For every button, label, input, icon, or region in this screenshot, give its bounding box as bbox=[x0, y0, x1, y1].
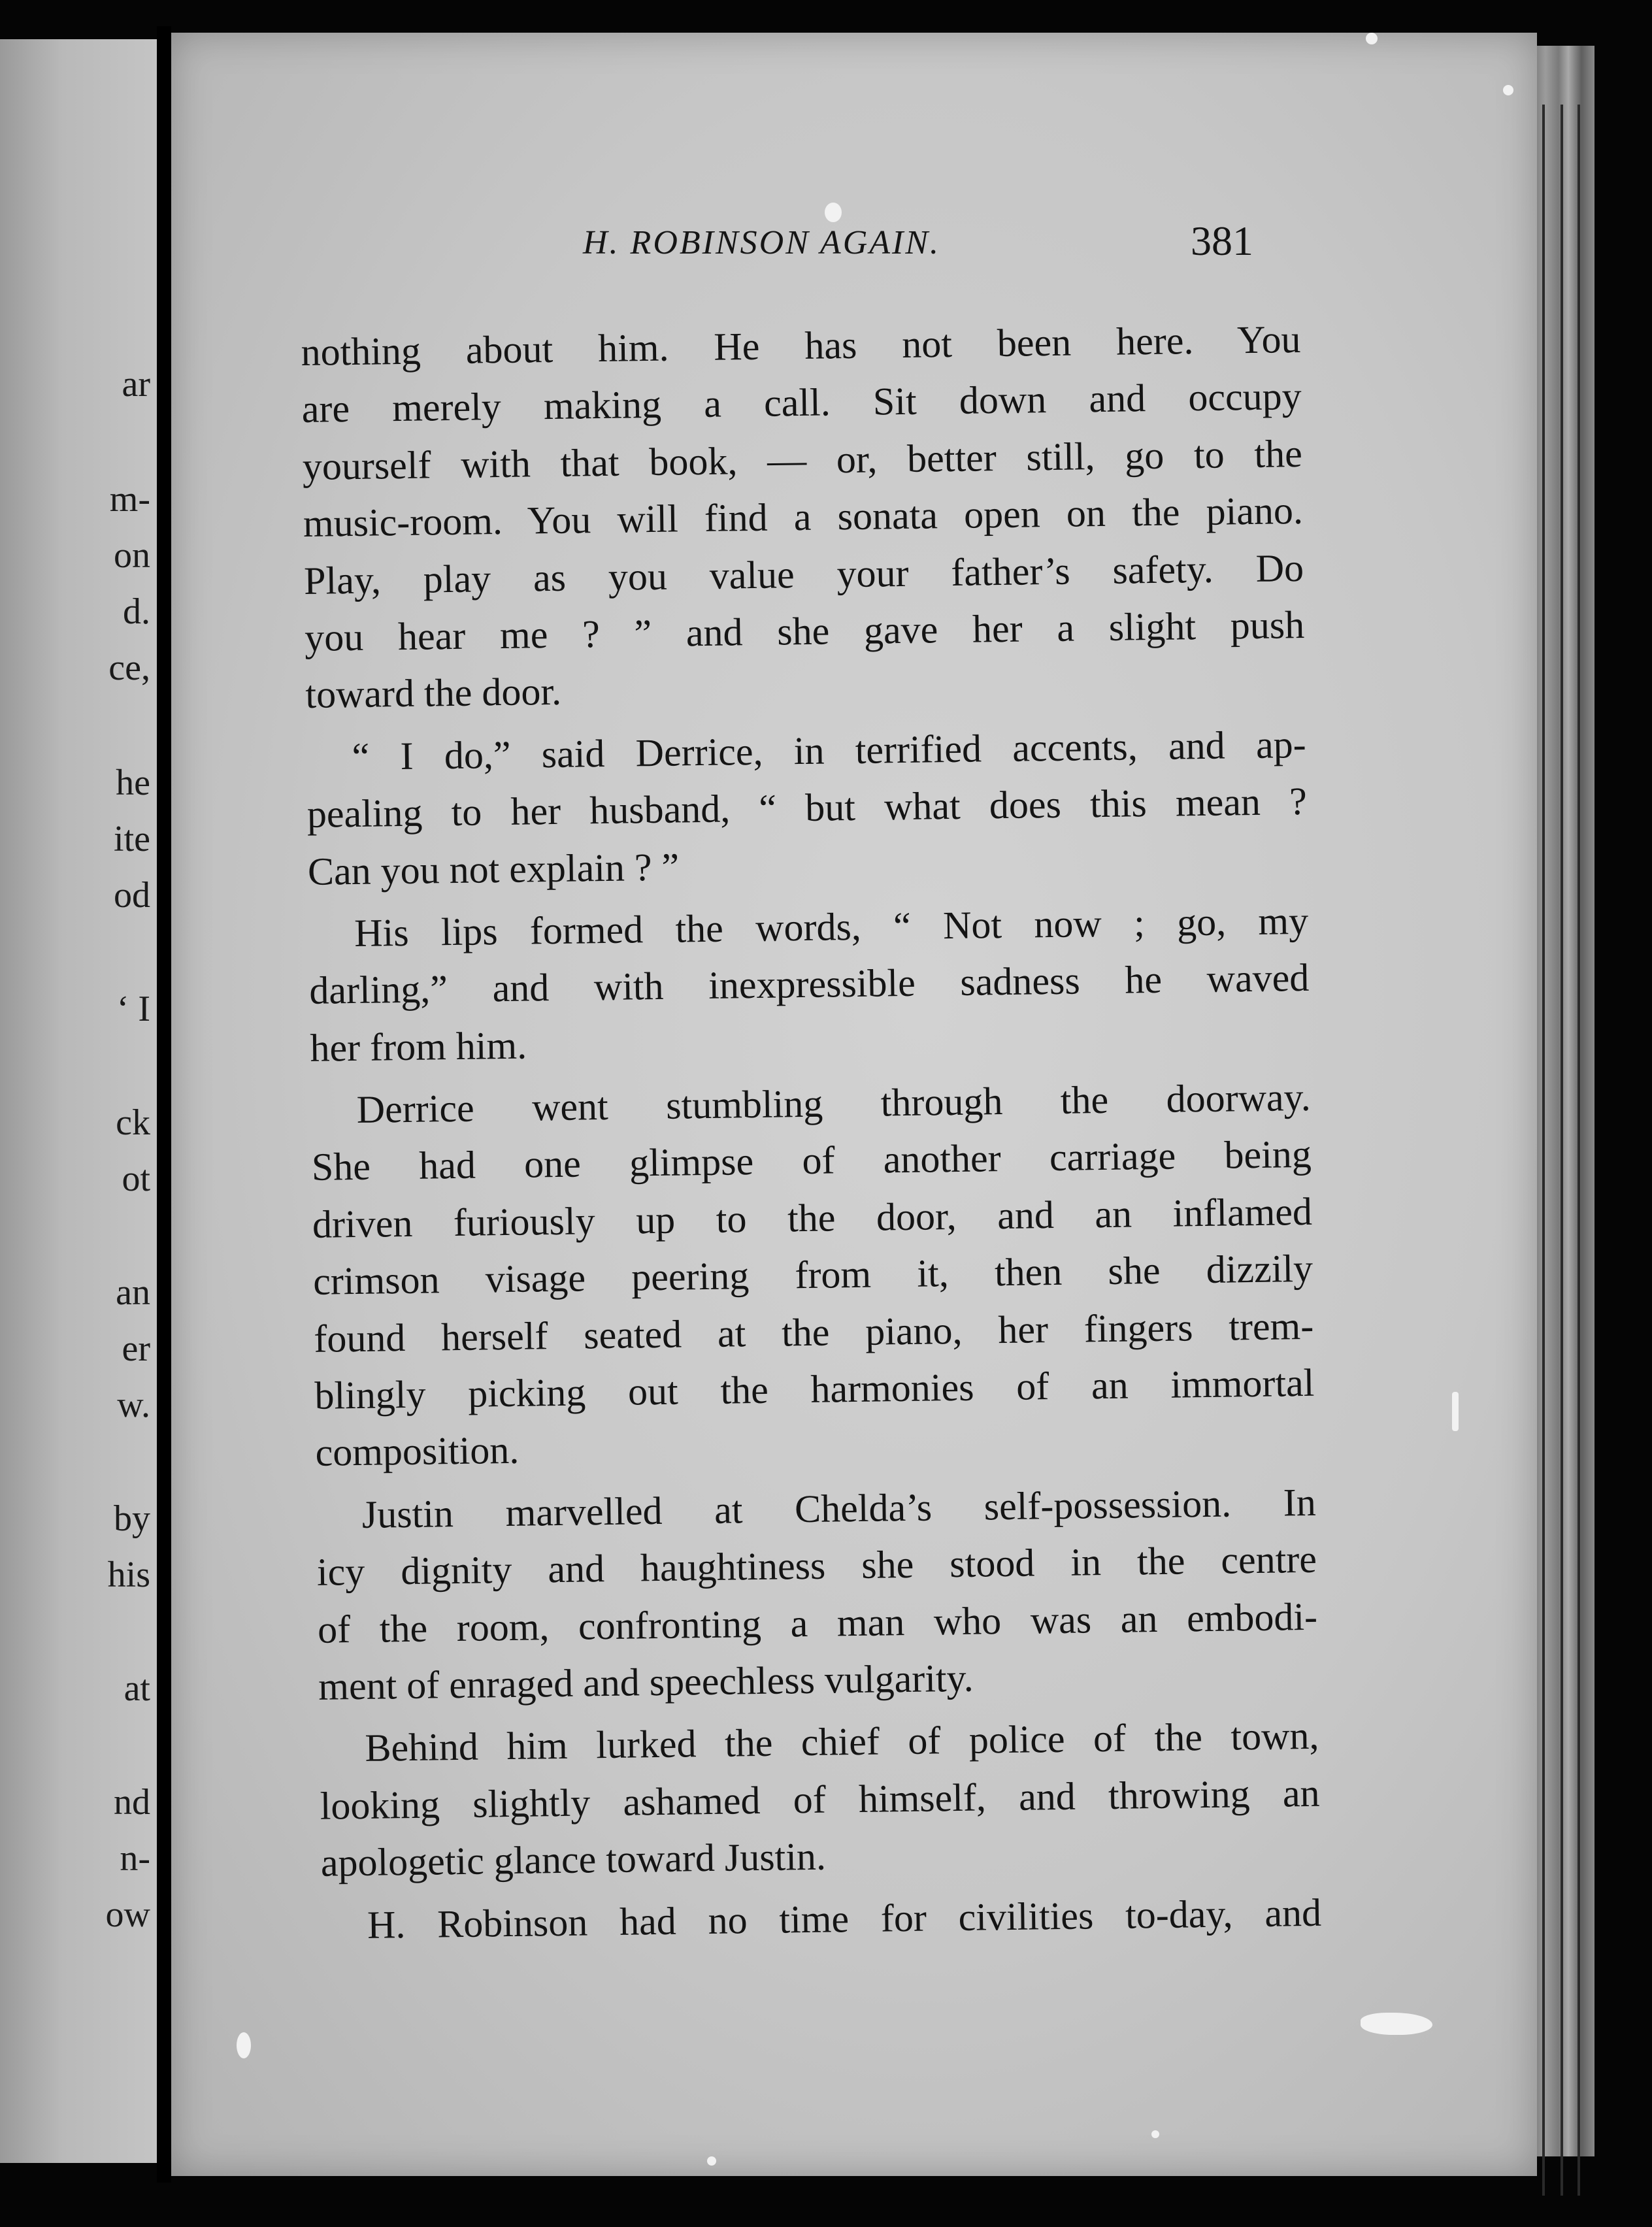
left-facing-page bbox=[0, 39, 157, 2163]
left-page-fragment: ck bbox=[116, 1102, 150, 1143]
text-line: She had one glimpse of another carriage being bbox=[311, 1132, 1312, 1189]
left-page-fragment: d. bbox=[123, 591, 150, 632]
text-line: driven furiously up to the door, and an inflamed bbox=[312, 1189, 1313, 1246]
page-number: 381 bbox=[1191, 218, 1253, 264]
left-page-fragment: ‘ I bbox=[116, 989, 150, 1029]
text-line: Behind him lurked the chief of police of the town, bbox=[365, 1714, 1319, 1770]
text-line: blingly picking out the harmonies of an immortal bbox=[314, 1361, 1315, 1417]
scan-speck bbox=[825, 203, 842, 222]
left-page-fragment: on bbox=[114, 535, 150, 576]
left-page-fragment: m- bbox=[109, 479, 150, 520]
left-page-fragment: er bbox=[122, 1328, 150, 1369]
text-line: Derrice went stumbling through the doorway. bbox=[356, 1075, 1312, 1132]
text-line: composition. bbox=[315, 1428, 520, 1475]
scan-speck bbox=[1503, 85, 1513, 95]
text-line: pealing to her husband, “ but what does this mean ? bbox=[306, 780, 1308, 836]
scan-speck bbox=[237, 2032, 251, 2058]
text-line: yourself with that book, — or, better still, go to the bbox=[302, 431, 1303, 488]
text-line: “ I do,” said Derrice, in terrified accents, and ap- bbox=[352, 722, 1306, 778]
scan-speck bbox=[1361, 2013, 1432, 2035]
page-body bbox=[301, 311, 1322, 1955]
scan-speck bbox=[707, 2156, 716, 2166]
left-page-fragment: n- bbox=[120, 1838, 150, 1879]
page-edge-stack bbox=[1529, 46, 1594, 2156]
text-line: icy dignity and haughtiness she stood in the centre bbox=[316, 1538, 1317, 1594]
text-line: Can you not explain ? ” bbox=[307, 845, 680, 893]
page-edge-line bbox=[1578, 105, 1580, 2196]
scan-speck bbox=[1366, 33, 1378, 44]
text-line: Justin marvelled at Chelda’s self-possession. In bbox=[361, 1480, 1317, 1536]
text-line: nothing about him. He has not been here. You bbox=[301, 317, 1301, 374]
left-page-fragment: ce, bbox=[108, 648, 150, 688]
page-edge-line bbox=[1542, 105, 1545, 2196]
left-page-fragment: at bbox=[124, 1668, 150, 1709]
left-page-fragment: nd bbox=[114, 1782, 150, 1823]
running-title: H. ROBINSON AGAIN. bbox=[583, 224, 941, 261]
left-page-fragment: ow bbox=[105, 1894, 150, 1935]
text-line: His lips formed the words, “ Not now ; go, my bbox=[354, 899, 1309, 955]
text-line: crimson visage peering from it, then she dizzily bbox=[312, 1247, 1313, 1304]
text-line: music-room. You will find a sonata open on the piano. bbox=[303, 489, 1304, 546]
text-line: H. Robinson had no time for civilities to-day, and bbox=[367, 1890, 1322, 1947]
text-line: her from him. bbox=[310, 1023, 527, 1070]
left-page-fragment: he bbox=[116, 763, 150, 803]
book-page bbox=[171, 33, 1537, 2176]
scan-speck bbox=[1452, 1392, 1459, 1431]
scan-speck bbox=[1151, 2130, 1159, 2138]
left-page-fragment: his bbox=[107, 1555, 150, 1595]
text-line: Play, play as you value your father’s safety. Do bbox=[303, 546, 1304, 602]
text-line: looking slightly ashamed of himself, and throwing an bbox=[320, 1771, 1320, 1828]
left-page-fragment: by bbox=[114, 1498, 150, 1539]
left-page-fragment: ite bbox=[114, 819, 150, 859]
left-page-fragment: w. bbox=[117, 1385, 150, 1425]
page-edge-line bbox=[1561, 105, 1563, 2196]
left-page-fragment: ar bbox=[122, 364, 150, 404]
text-line: are merely making a call. Sit down and occupy bbox=[301, 374, 1302, 431]
left-page-fragment: od bbox=[114, 875, 150, 916]
text-line: toward the door. bbox=[305, 670, 562, 717]
book-gutter bbox=[157, 26, 171, 2183]
text-line: you hear me ? ” and she gave her a slight push bbox=[304, 602, 1305, 659]
left-page-fragment: an bbox=[116, 1272, 150, 1313]
text-line: darling,” and with inexpressible sadness he waved bbox=[308, 956, 1310, 1013]
text-line: found herself seated at the piano, her fingers trem- bbox=[313, 1304, 1314, 1361]
left-page-fragment: ot bbox=[122, 1159, 150, 1199]
text-line: of the room, confronting a man who was an embodi- bbox=[317, 1594, 1318, 1651]
text-line: ment of enraged and speechless vulgarity. bbox=[318, 1656, 974, 1708]
text-line: apologetic glance toward Justin. bbox=[320, 1834, 827, 1885]
